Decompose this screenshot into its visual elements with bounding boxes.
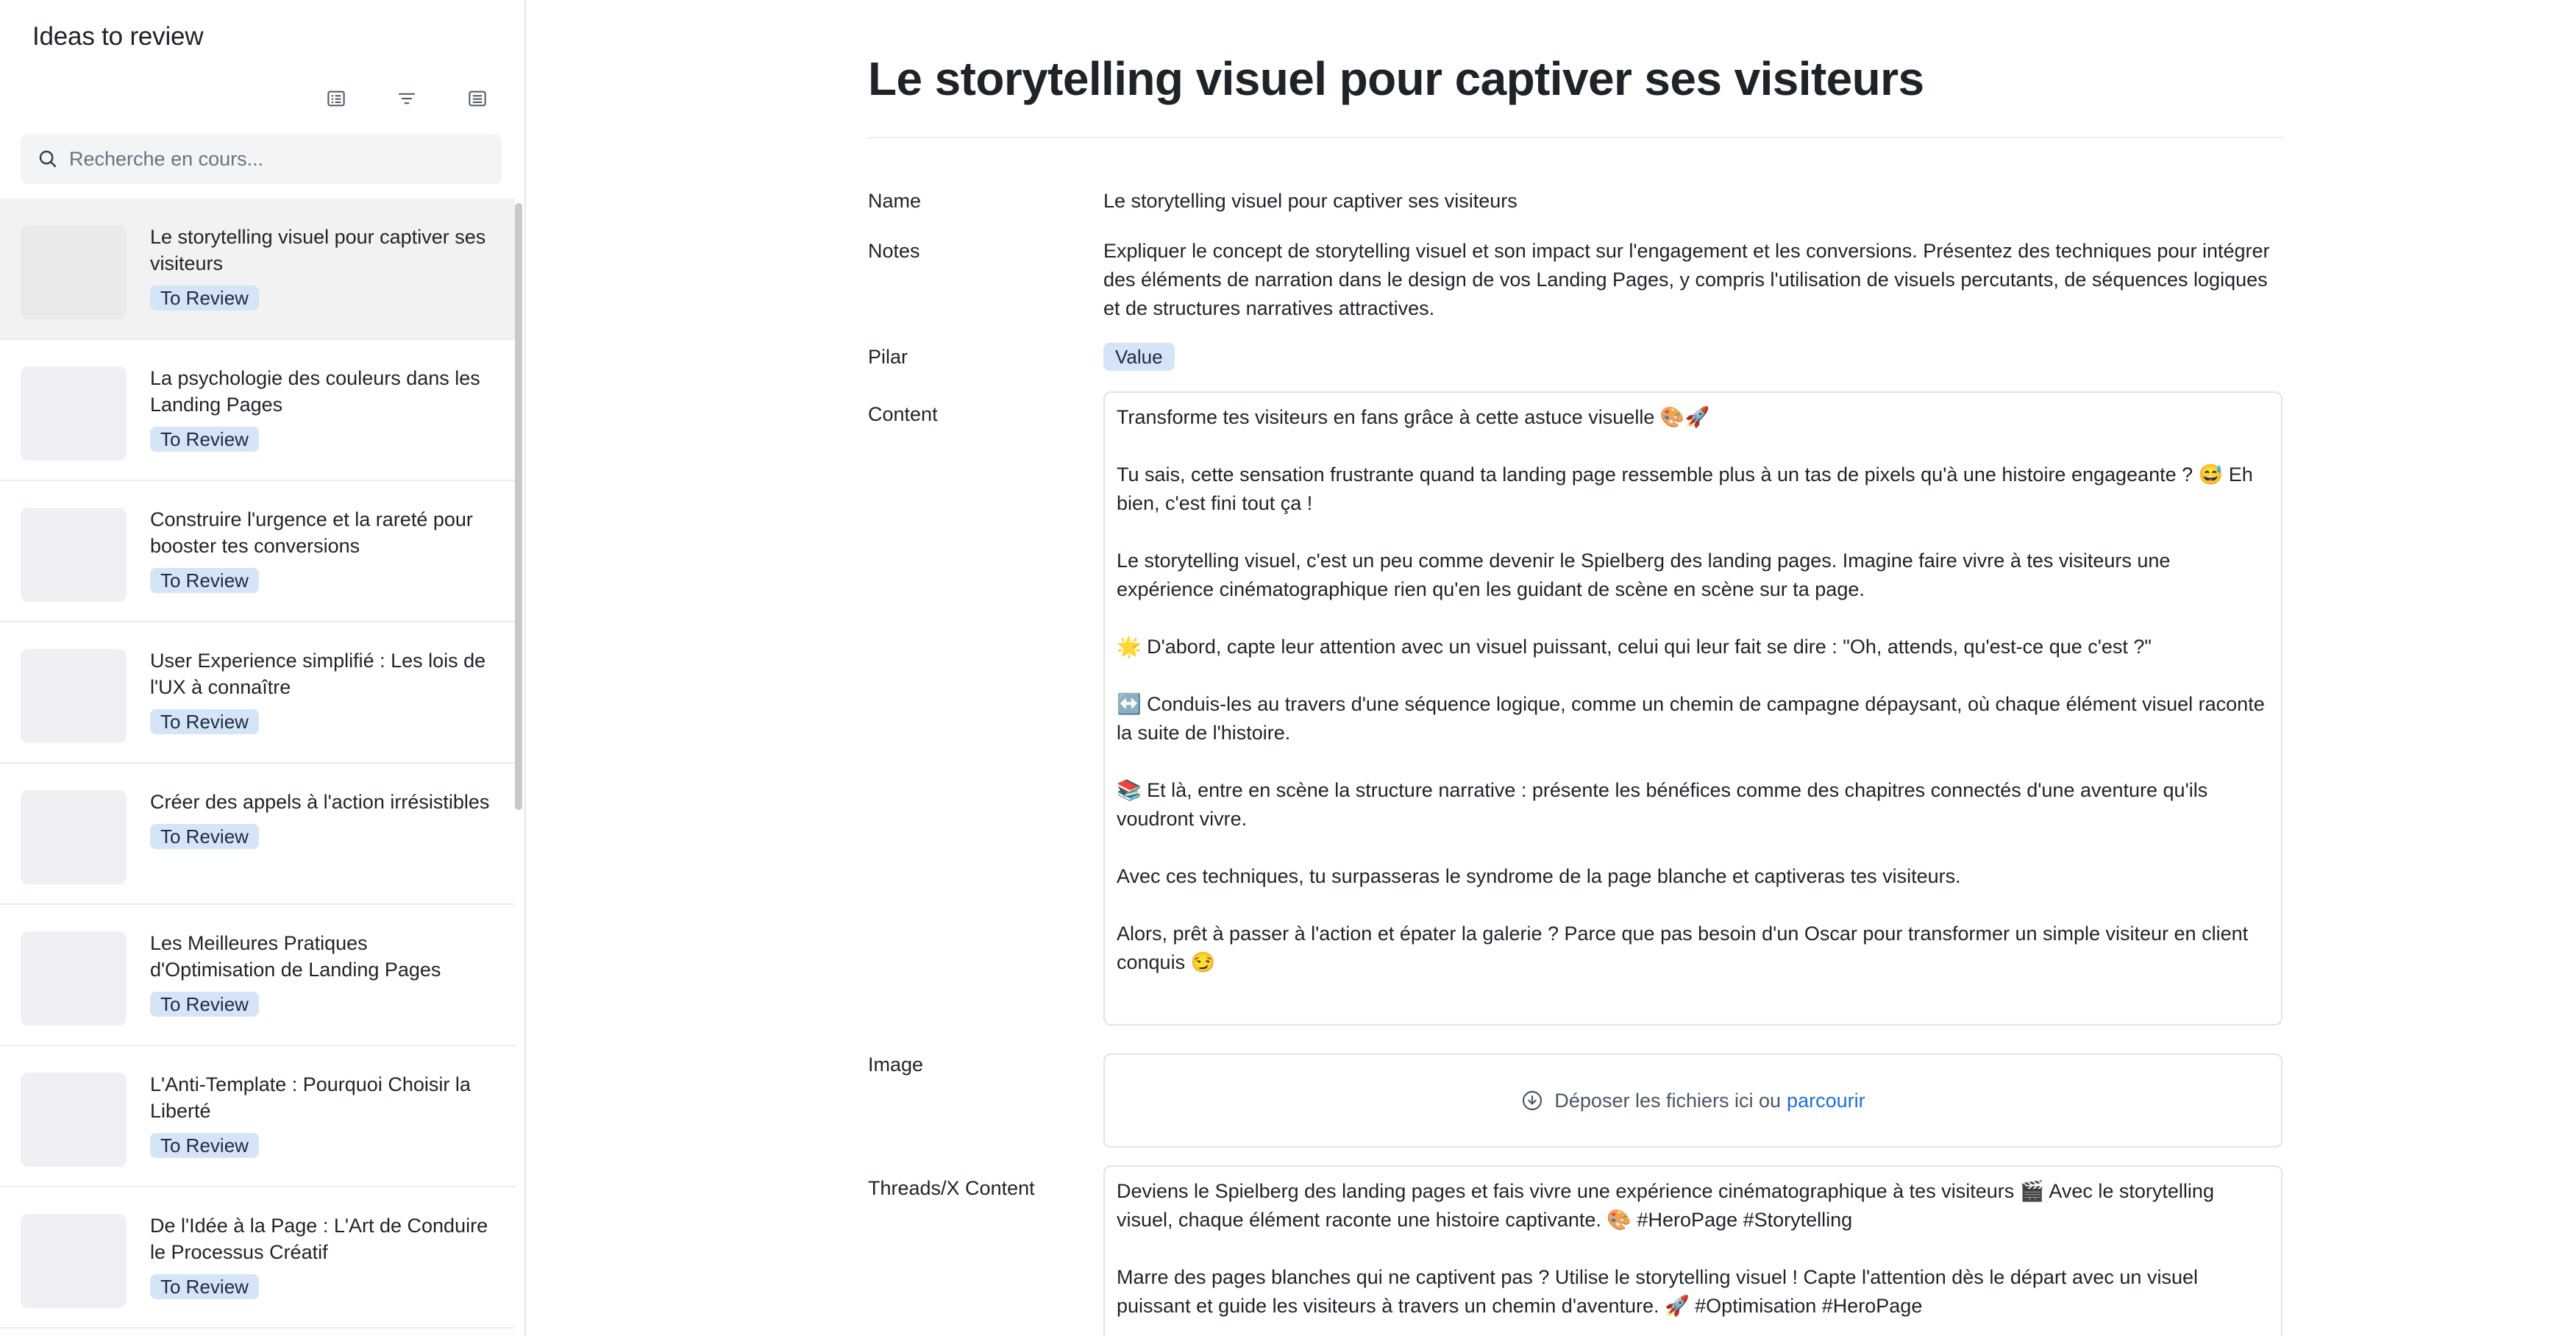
threads-content-field[interactable] [1103,1165,2283,1336]
list-item[interactable] [0,199,515,340]
table-view-icon [325,88,347,110]
name-field[interactable]: Le storytelling visuel pour captiver ses visiteurs [1103,190,1518,212]
filter-button[interactable] [391,82,423,115]
list-view-icon [466,88,488,110]
status-badge: To Review [150,427,259,452]
status-badge: To Review [150,285,259,310]
threads-paragraph: Deviens le Spielberg des landing pages et fais vivre une expérience cinématographique à tes visiteurs 🎬 Avec le storytelling visuel, chaque élément raconte une histoire captivante. 🎨 #HeroPage #Storytelling [1117,1180,2214,1231]
content-paragraph: ↔️ Conduis-les au travers d'une séquence logique, comme un chemin de campagne dépaysant, où chaque élément visuel raconte la suite de l'histoire. [1117,693,2265,744]
thumbnail [21,225,127,319]
search-input[interactable] [69,148,496,171]
divider [868,137,2283,138]
thumbnail [21,931,127,1026]
status-badge: To Review [150,1133,259,1158]
status-badge: To Review [150,709,259,734]
status-badge: To Review [150,1274,259,1299]
sidebar [0,0,526,1336]
list-item[interactable] [0,622,515,764]
sidebar-title: Ideas to review [32,22,204,51]
thumbnail [21,790,127,884]
thumbnail [21,1073,127,1167]
threads-paragraph: Marre des pages blanches qui ne captivent pas ? Utilise le storytelling visuel ! Capte l'attention dès le départ avec un visuel puissant et guide les visiteurs à travers un chemin d'aventure. 🚀 #Optimisation #HeroPage [1117,1266,2198,1317]
ideas-list [0,199,515,1336]
upload-icon [1520,1089,1544,1112]
content-paragraph: Avec ces techniques, tu surpasseras le syndrome de la page blanche et captiveras tes visiteurs. [1117,865,1961,887]
filter-icon [396,88,418,110]
thumbnail [21,1214,127,1308]
item-title: User Experience simplifié : Les lois de l'UX à connaître [150,650,486,698]
content-paragraph: Tu sais, cette sensation frustrante quand ta landing page ressemble plus à un tas de pixels qu'à une histoire engageante ? 😅 Eh bien, c'est fini tout ça ! [1117,463,2253,514]
threads-label: Threads/X Content [868,1177,1035,1199]
pilar-tag[interactable]: Value [1103,343,1175,371]
list-item[interactable] [0,764,515,905]
content-paragraph: 🌟 D'abord, capte leur attention avec un visuel puissant, celui qui leur fait se dire : "Oh, attends, qu'est-ce que c'est ?" [1117,636,2152,658]
thumbnail [21,508,127,602]
content-label: Content [868,403,938,425]
detail-panel [526,0,2576,1336]
list-view-button[interactable] [461,82,494,115]
image-label: Image [868,1053,924,1076]
status-badge: To Review [150,992,259,1017]
content-paragraph: Alors, prêt à passer à l'action et épater la galerie ? Parce que pas besoin d'un Oscar pour transformer un simple visiteur en client conquis 😏 [1117,923,2249,973]
list-scrollbar[interactable] [515,203,522,810]
thumbnail [21,366,127,461]
pilar-label: Pilar [868,346,908,368]
status-badge: To Review [150,568,259,593]
status-badge: To Review [150,824,259,849]
item-title: Créer des appels à l'action irrésistibles [150,791,490,813]
item-title: Le storytelling visuel pour captiver ses visiteurs [150,226,486,274]
search-box [21,134,502,184]
list-item[interactable] [0,340,515,481]
item-title: L'Anti-Template : Pourquoi Choisir la Liberté [150,1073,471,1122]
list-item[interactable] [0,1046,515,1187]
image-dropzone[interactable] [1103,1053,2283,1148]
content-paragraph: Le storytelling visuel, c'est un peu comme devenir le Spielberg des landing pages. Imagine faire vivre à tes visiteurs une expérience cinématographique rien qu'en les guidant de scène en scène sur ta page. [1117,550,2171,600]
search-icon [37,148,59,170]
notes-field[interactable]: Expliquer le concept de storytelling visuel et son impact sur l'engagement et les conversions. Présentez des techniques pour intégrer des éléments de narration dans le design de vos Landing Pages, y compris l'utilisation de visuels percutants, de séquences logiques et de structures narratives attractives. [1103,240,2270,319]
sidebar-toolbar [320,82,494,115]
name-label: Name [868,190,922,212]
upload-text: Déposer les fichiers ici ou [1554,1089,1782,1112]
item-title: Les Meilleures Pratiques d'Optimisation de Landing Pages [150,932,441,981]
page-title: Le storytelling visuel pour captiver ses visiteurs [868,52,1924,105]
content-paragraph: 📚 Et là, entre en scène la structure narrative : présente les bénéfices comme des chapitres connectés d'une aventure qu'ils voudront vivre. [1117,779,2208,830]
item-title: Construire l'urgence et la rareté pour booster tes conversions [150,508,473,557]
table-view-button[interactable] [320,82,352,115]
list-item[interactable] [0,1187,515,1329]
item-title: La psychologie des couleurs dans les Landing Pages [150,367,480,416]
content-field[interactable] [1103,391,2283,1026]
notes-label: Notes [868,240,920,262]
list-item[interactable] [0,905,515,1046]
content-paragraph: Transforme tes visiteurs en fans grâce à cette astuce visuelle 🎨🚀 [1117,406,1710,428]
browse-link[interactable]: parcourir [1787,1089,1865,1112]
item-title: De l'Idée à la Page : L'Art de Conduire le Processus Créatif [150,1215,488,1263]
thumbnail [21,649,127,743]
list-item[interactable] [0,481,515,622]
